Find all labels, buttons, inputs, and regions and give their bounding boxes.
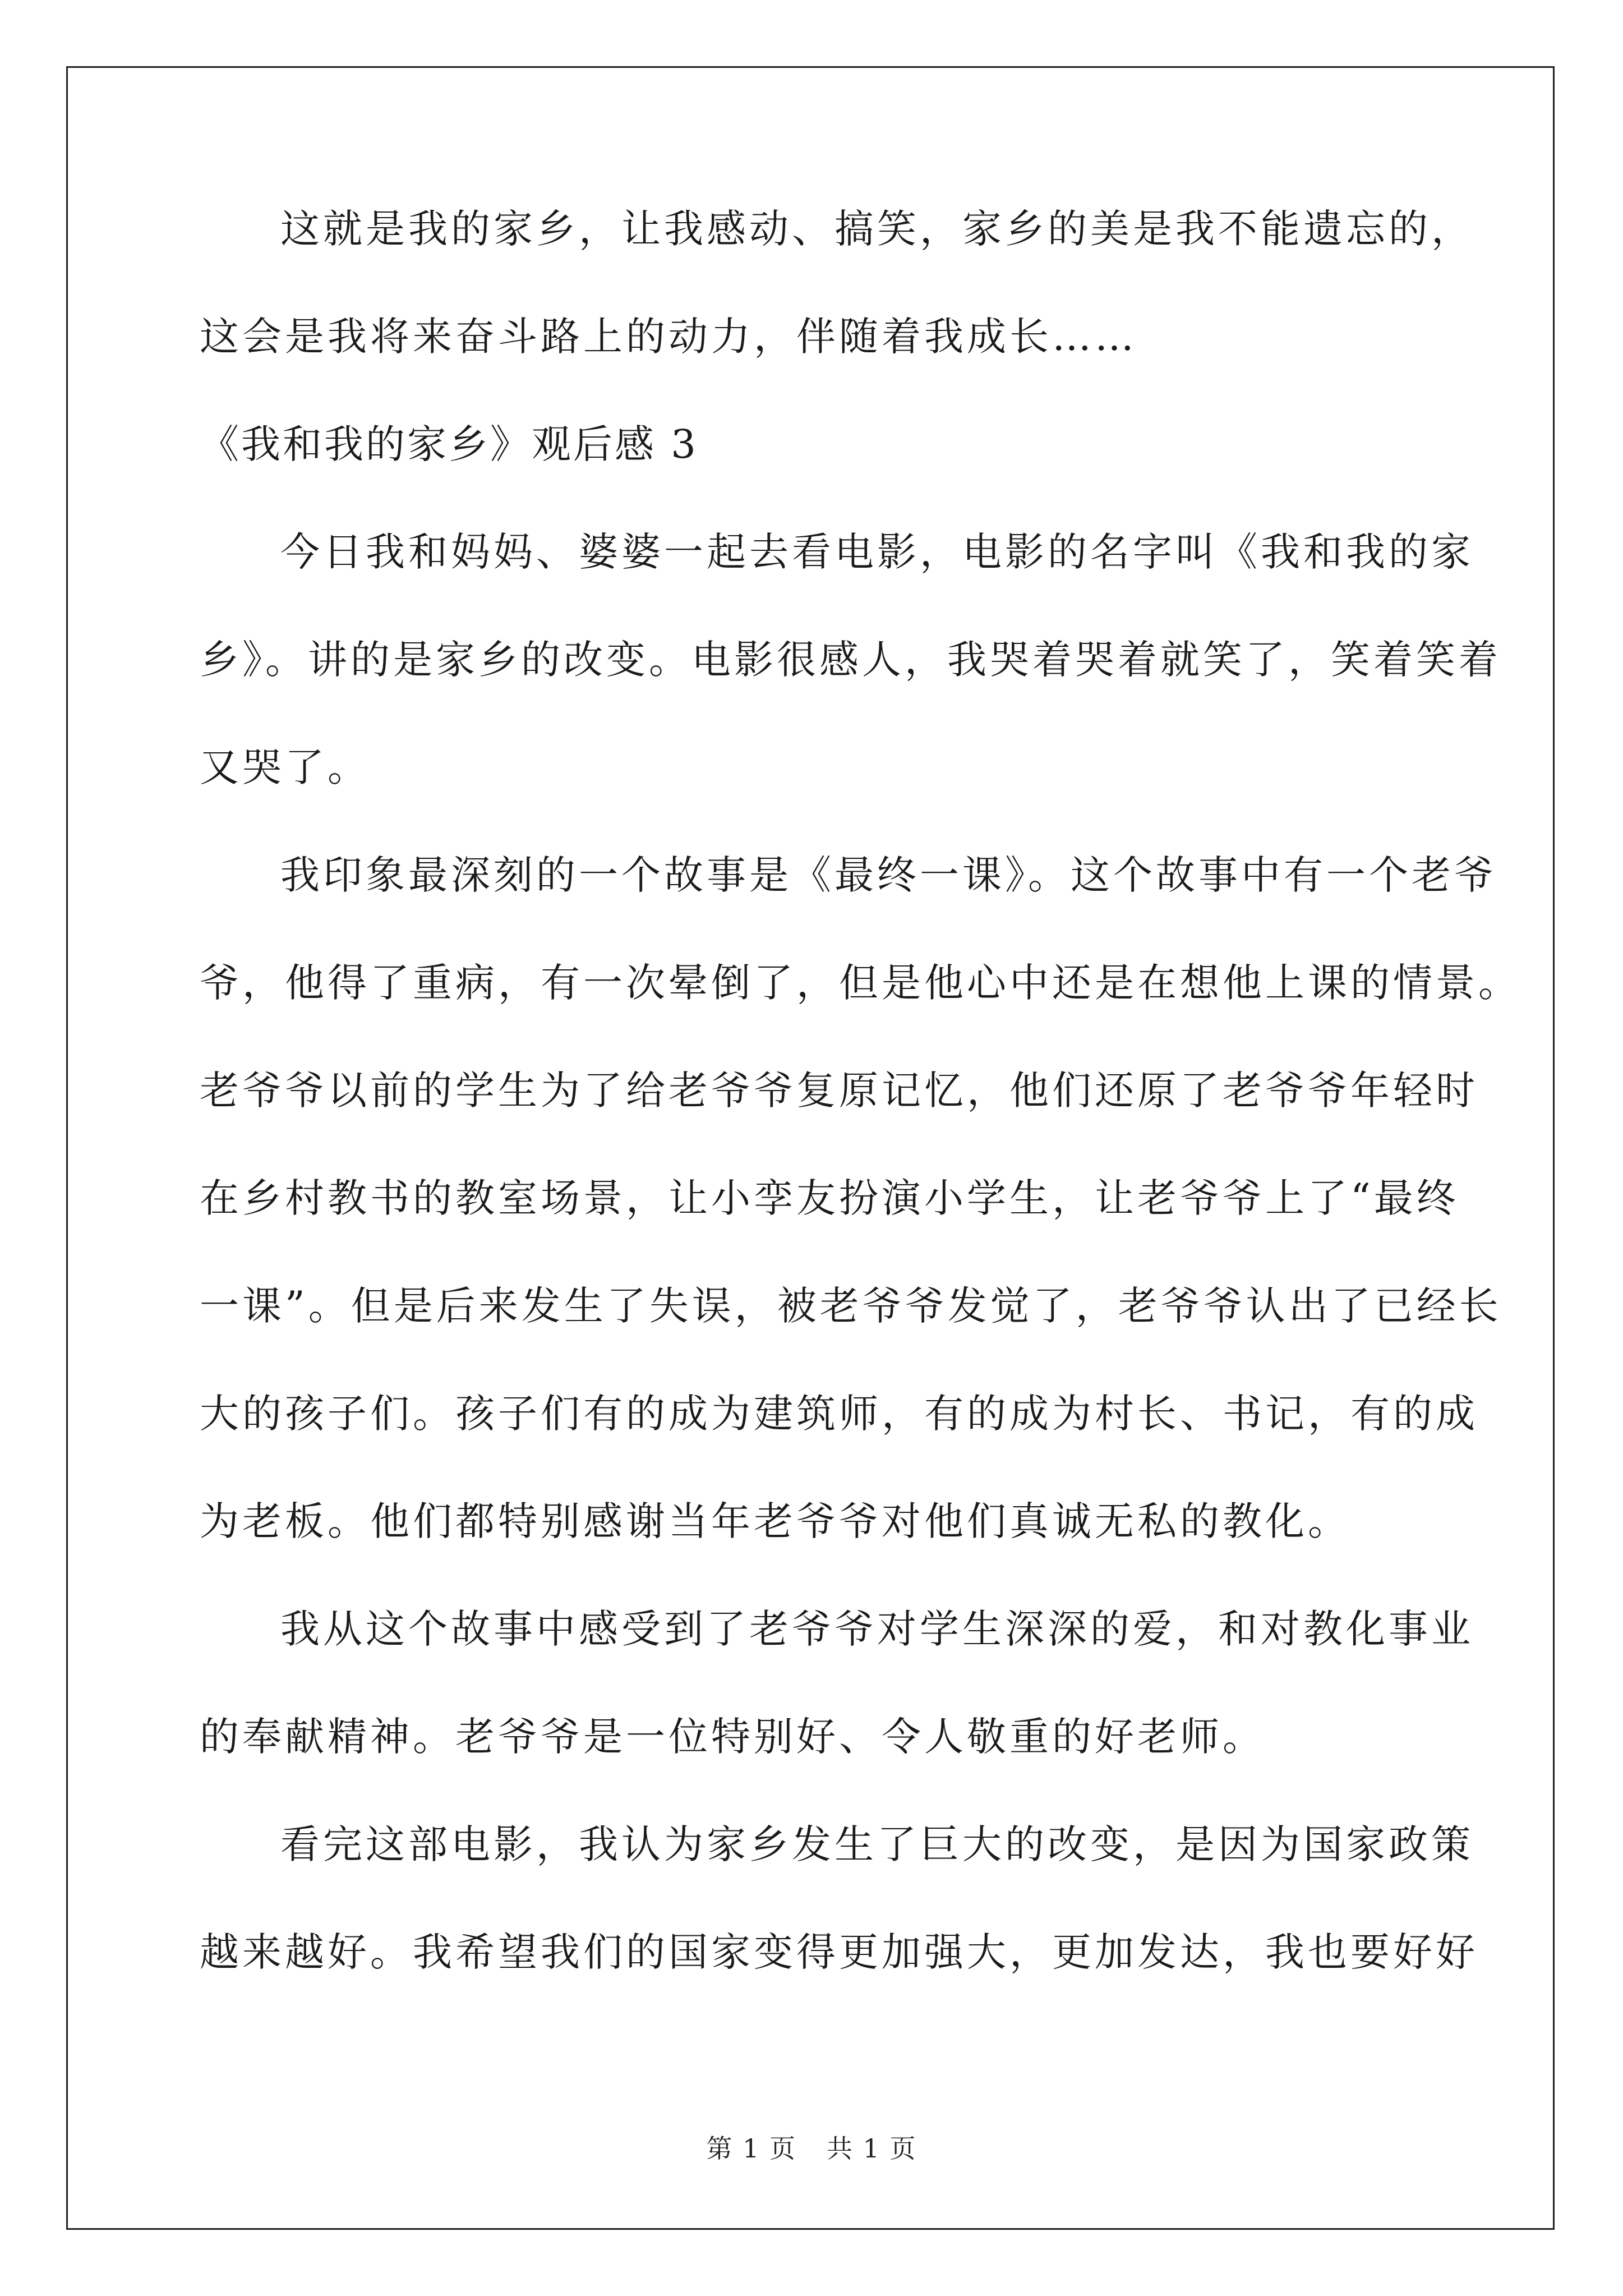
- document-body: [200, 202, 1521, 2033]
- paragraph-2-line-2: 乡》。讲的是家乡的改变。电影很感人，我哭着哭着就笑了，笑着笑着: [200, 637, 1501, 683]
- paragraph-3-line-6: 大的孩子们。孩子们有的成为建筑师，有的成为村长、书记，有的成: [200, 1391, 1478, 1437]
- paragraph-1-line-2: 这会是我将来奋斗路上的动力，伴随着我成长……: [200, 314, 1137, 360]
- paragraph-4-line-1: 我从这个故事中感受到了老爷爷对学生深深的爱，和对教化事业: [280, 1606, 1474, 1652]
- paragraph-5-line-1: 看完这部电影，我认为家乡发生了巨大的改变，是因为国家政策: [280, 1821, 1474, 1867]
- paragraph-3-line-3: 老爷爷以前的学生为了给老爷爷复原记忆，他们还原了老爷爷年轻时: [200, 1068, 1478, 1114]
- paragraph-3-line-7: 为老板。他们都特别感谢当年老爷爷对他们真诚无私的教化。: [200, 1498, 1350, 1544]
- paragraph-3-line-2: 爷，他得了重病，有一次晕倒了，但是他心中还是在想他上课的情景。: [200, 960, 1521, 1006]
- paragraph-3-line-5: 一课”。但是后来发生了失误，被老爷爷发觉了，老爷爷认出了已经长: [200, 1283, 1502, 1329]
- paragraph-5-line-2: 越来越好。我希望我们的国家变得更加强大，更加发达，我也要好好: [200, 1929, 1478, 1975]
- paragraph-4-line-2: 的奉献精神。老爷爷是一位特别好、令人敬重的好老师。: [200, 1714, 1265, 1760]
- paragraph-2-line-3: 又哭了。: [200, 744, 370, 790]
- page-number: 第 1 页: [706, 2133, 796, 2164]
- paragraph-1-line-1: 这就是我的家乡，让我感动、搞笑，家乡的美是我不能遗忘的，: [280, 206, 1474, 252]
- essay-heading: 《我和我的家乡》观后感 3: [200, 421, 698, 467]
- paragraph-2-line-1: 今日我和妈妈、婆婆一起去看电影，电影的名字叫《我和我的家: [280, 529, 1474, 575]
- paragraph-3-line-1: 我印象最深刻的一个故事是《最终一课》。这个故事中有一个老爷: [280, 852, 1497, 898]
- page-footer: [0, 2132, 1623, 2165]
- page-total: 共 1 页: [827, 2133, 917, 2164]
- paragraph-3-line-4: 在乡村教书的教室场景，让小孪友扮演小学生，让老爷爷上了“最终: [200, 1175, 1459, 1221]
